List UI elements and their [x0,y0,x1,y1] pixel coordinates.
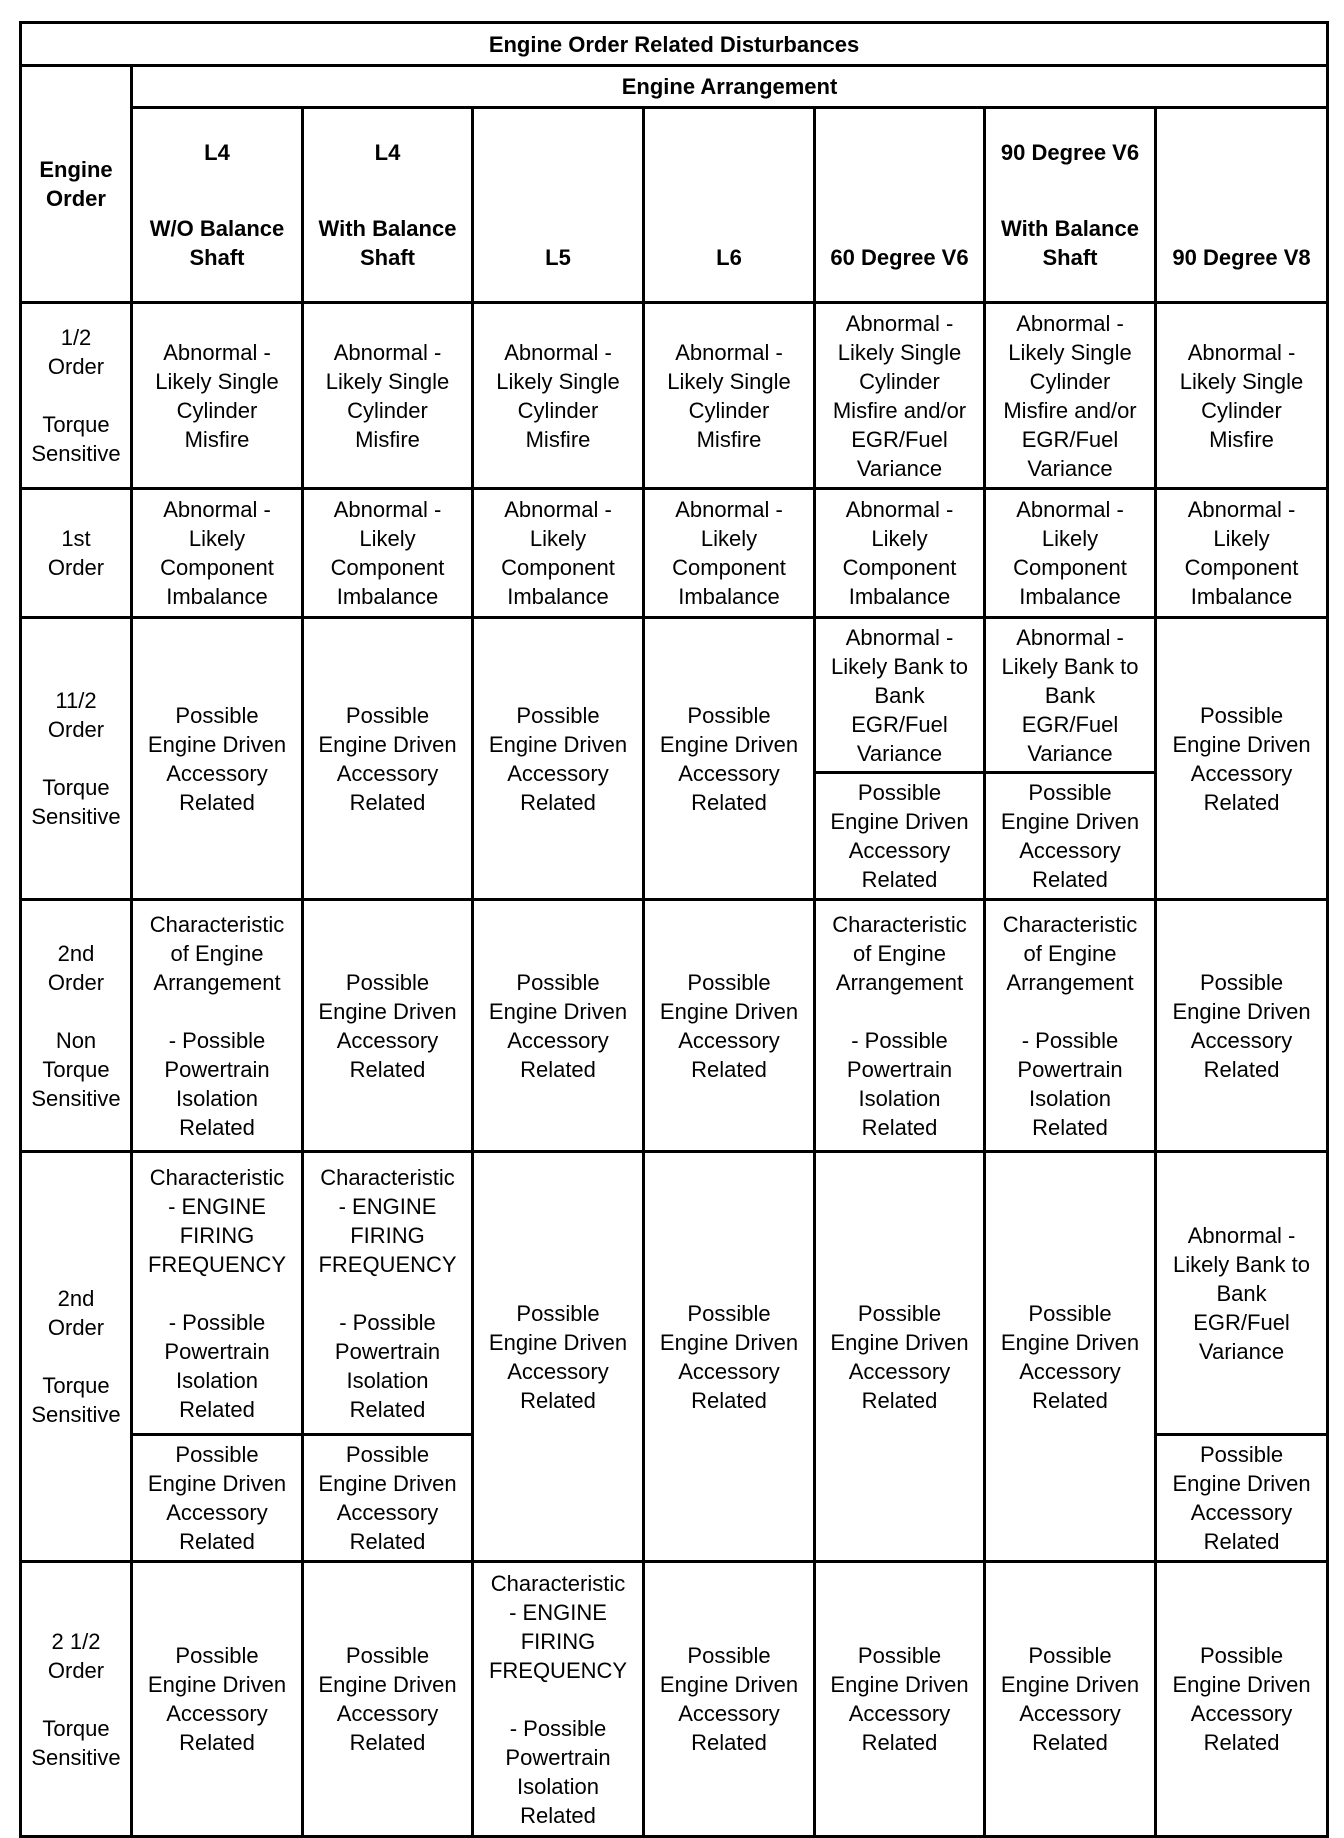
table-cell: Possible Engine Driven Accessory Related [644,900,815,1152]
table-cell: Abnormal - Likely Component Imbalance [1156,489,1328,618]
column-header-bottom: L5 [545,245,571,270]
table-title: Engine Order Related Disturbances [21,23,1328,66]
column-header-top: L4 [204,140,230,165]
table-cell: Characteristic - ENGINE FIRING FREQUENCY - Possible Powertrain Isolation Related [132,1152,303,1435]
table-cell: Abnormal - Likely Single Cylinder Misfire [132,303,303,489]
table-cell: Abnormal - Likely Bank to Bank EGR/Fuel Variance [815,618,985,773]
engine-order-header: Engine Order [21,66,132,303]
row-label-second-order-non-torque: 2nd Order Non Torque Sensitive [21,900,132,1152]
column-header-bottom: W/O Balance Shaft [149,216,285,270]
table-cell: Abnormal - Likely Component Imbalance [132,489,303,618]
column-header-bottom: L6 [716,245,742,270]
table-cell: Abnormal - Likely Bank to Bank EGR/Fuel Variance [1156,1152,1328,1435]
row-label-half-order: 1/2 Order Torque Sensitive [21,303,132,489]
table-cell: Abnormal - Likely Single Cylinder Misfire and/or EGR/Fuel Variance [985,303,1156,489]
table-cell: Possible Engine Driven Accessory Related [132,1562,303,1837]
table-cell: Abnormal - Likely Single Cylinder Misfire [473,303,644,489]
column-header-l6 [644,108,815,303]
table-cell: Possible Engine Driven Accessory Related [303,1435,473,1562]
row-label-two-and-half-order: 2 1/2 Order Torque Sensitive [21,1562,132,1837]
column-header-bottom: With Balance Shaft [318,216,457,270]
engine-arrangement-header: Engine Arrangement [132,66,1328,108]
table-cell: Characteristic - ENGINE FIRING FREQUENCY - Possible Powertrain Isolation Related [303,1152,473,1435]
table-cell: Possible Engine Driven Accessory Related [815,773,985,900]
table-cell: Abnormal - Likely Component Imbalance [644,489,815,618]
table-cell: Characteristic - ENGINE FIRING FREQUENCY - Possible Powertrain Isolation Related [473,1562,644,1837]
table-cell: Possible Engine Driven Accessory Related [985,773,1156,900]
table-cell: Abnormal - Likely Single Cylinder Misfire [1156,303,1328,489]
column-header-top: 90 Degree V6 [1000,140,1140,165]
table-cell: Possible Engine Driven Accessory Related [1156,1562,1328,1837]
table-cell: Possible Engine Driven Accessory Related [644,618,815,900]
column-header-l4-with-balance-shaft [303,108,473,303]
table-cell: Characteristic of Engine Arrangement - Possible Powertrain Isolation Related [985,900,1156,1152]
table-cell: Possible Engine Driven Accessory Related [644,1152,815,1562]
table-cell: Characteristic of Engine Arrangement - Possible Powertrain Isolation Related [815,900,985,1152]
table-cell: Abnormal - Likely Component Imbalance [985,489,1156,618]
column-header-l4-wo-balance-shaft [132,108,303,303]
table-cell: Abnormal - Likely Single Cylinder Misfire and/or EGR/Fuel Variance [815,303,985,489]
table-cell: Abnormal - Likely Component Imbalance [815,489,985,618]
table-cell: Possible Engine Driven Accessory Related [1156,900,1328,1152]
table-cell: Possible Engine Driven Accessory Related [985,1562,1156,1837]
table-cell: Abnormal - Likely Single Cylinder Misfire [303,303,473,489]
column-header-bottom: 60 Degree V6 [830,245,969,270]
table-cell: Possible Engine Driven Accessory Related [473,900,644,1152]
row-label-second-order-torque: 2nd Order Torque Sensitive [21,1152,132,1562]
table-cell: Abnormal - Likely Single Cylinder Misfire [644,303,815,489]
column-header-l5 [473,108,644,303]
table-cell: Possible Engine Driven Accessory Related [303,900,473,1152]
table-cell: Possible Engine Driven Accessory Related [985,1152,1156,1562]
table-cell: Possible Engine Driven Accessory Related [473,618,644,900]
table-cell: Possible Engine Driven Accessory Related [473,1152,644,1562]
table-cell: Possible Engine Driven Accessory Related [1156,1435,1328,1562]
table-cell: Possible Engine Driven Accessory Related [132,618,303,900]
table-cell: Possible Engine Driven Accessory Related [815,1152,985,1562]
table-cell: Possible Engine Driven Accessory Related [644,1562,815,1837]
table-cell: Possible Engine Driven Accessory Related [303,618,473,900]
table-cell: Possible Engine Driven Accessory Related [1156,618,1328,900]
row-label-first-order: 1st Order [21,489,132,618]
table-cell: Possible Engine Driven Accessory Related [815,1562,985,1837]
column-header-top: L4 [374,140,401,165]
row-label-one-and-half-order: 11/2 Order Torque Sensitive [21,618,132,900]
column-header-90-degree-v6 [985,108,1156,303]
engine-order-disturbance-table [19,21,1329,1838]
table-cell: Possible Engine Driven Accessory Related [132,1435,303,1562]
column-header-90-degree-v8 [1156,108,1328,303]
table-cell: Abnormal - Likely Component Imbalance [473,489,644,618]
table-cell: Characteristic of Engine Arrangement - Possible Powertrain Isolation Related [132,900,303,1152]
column-header-bottom: With Balance Shaft [1001,216,1139,270]
column-header-60-degree-v6 [815,108,985,303]
table-cell: Possible Engine Driven Accessory Related [303,1562,473,1837]
table-cell: Abnormal - Likely Component Imbalance [303,489,473,618]
table-cell: Abnormal - Likely Bank to Bank EGR/Fuel Variance [985,618,1156,773]
column-header-bottom: 90 Degree V8 [1172,245,1311,270]
